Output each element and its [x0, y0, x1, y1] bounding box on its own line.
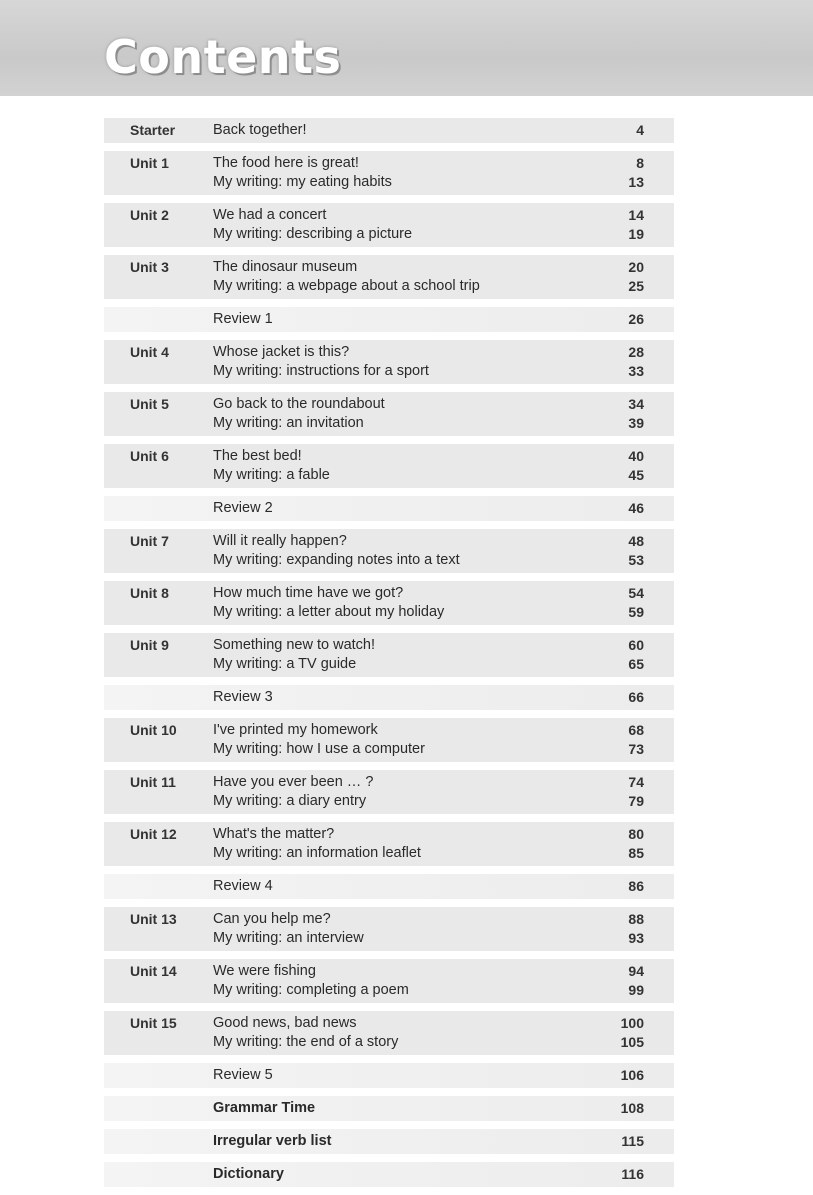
topic-title: The best bed!	[213, 448, 302, 464]
topic-title: My writing: a fable	[213, 467, 330, 483]
contents-line	[104, 603, 674, 622]
unit-label: Unit 6	[130, 448, 169, 464]
page-number: 105	[620, 1034, 644, 1050]
topic-title: My writing: an information leaflet	[213, 845, 421, 861]
unit-label: Unit 1	[130, 155, 169, 171]
unit-label: Unit 8	[130, 585, 169, 601]
topic-title: My writing: describing a picture	[213, 226, 413, 242]
page-number: 106	[620, 1067, 644, 1083]
topic-title: Whose jacket is this?	[213, 344, 350, 360]
contents-line	[104, 844, 674, 863]
unit-label: Unit 10	[130, 722, 177, 738]
contents-entry	[104, 1011, 674, 1055]
unit-label: Unit 12	[130, 826, 177, 842]
page-title: Contents	[104, 30, 342, 84]
page-number: 94	[628, 963, 644, 979]
contents-line	[104, 466, 674, 485]
contents-line	[104, 121, 674, 140]
topic-title: How much time have we got?	[213, 585, 404, 601]
contents-entry	[104, 255, 674, 299]
page-header	[0, 0, 813, 96]
topic-title: Review 2	[213, 500, 273, 516]
page-number: 79	[628, 793, 644, 809]
contents-line	[104, 206, 674, 225]
contents-list	[104, 118, 674, 1195]
contents-line	[104, 825, 674, 844]
page-number: 14	[628, 207, 644, 223]
page-number: 26	[628, 311, 644, 327]
page-number: 99	[628, 982, 644, 998]
unit-label: Starter	[130, 122, 176, 138]
topic-title: Good news, bad news	[213, 1015, 357, 1031]
topic-title: My writing: my eating habits	[213, 174, 392, 190]
contents-entry	[104, 1063, 674, 1088]
contents-line	[104, 225, 674, 244]
topic-title: Review 5	[213, 1067, 273, 1083]
topic-title: My writing: a webpage about a school trip	[213, 278, 480, 294]
topic-title: Go back to the roundabout	[213, 396, 385, 412]
unit-label: Unit 14	[130, 963, 177, 979]
contents-line	[104, 154, 674, 173]
contents-entry	[104, 770, 674, 814]
page-number: 46	[628, 500, 644, 516]
contents-line	[104, 792, 674, 811]
contents-entry	[104, 1162, 674, 1187]
contents-line	[104, 910, 674, 929]
contents-entry	[104, 1129, 674, 1154]
topic-title: My writing: a letter about my holiday	[213, 604, 445, 620]
topic-title: Back together!	[213, 122, 307, 138]
contents-line	[104, 877, 674, 896]
contents-line	[104, 636, 674, 655]
topic-title: Have you ever been … ?	[213, 774, 374, 790]
contents-line	[104, 740, 674, 759]
contents-line	[104, 447, 674, 466]
contents-entry	[104, 907, 674, 951]
topic-title: Dictionary	[213, 1166, 284, 1182]
unit-label: Unit 11	[130, 774, 176, 790]
contents-entry	[104, 633, 674, 677]
unit-label: Unit 15	[130, 1015, 177, 1031]
contents-line	[104, 929, 674, 948]
page-number: 93	[628, 930, 644, 946]
contents-line	[104, 1033, 674, 1052]
page-number: 39	[628, 415, 644, 431]
contents-line	[104, 688, 674, 707]
contents-entry	[104, 392, 674, 436]
page-number: 28	[628, 344, 644, 360]
topic-title: My writing: an invitation	[213, 415, 364, 431]
contents-line	[104, 310, 674, 329]
page-number: 48	[628, 533, 644, 549]
page-number: 53	[628, 552, 644, 568]
contents-entry	[104, 529, 674, 573]
contents-line	[104, 532, 674, 551]
page-number: 8	[636, 155, 644, 171]
page-number: 66	[628, 689, 644, 705]
unit-label: Unit 2	[130, 207, 169, 223]
page-number: 33	[628, 363, 644, 379]
topic-title: Review 4	[213, 878, 273, 894]
page-number: 59	[628, 604, 644, 620]
contents-line	[104, 1165, 674, 1184]
topic-title: Can you help me?	[213, 911, 331, 927]
unit-label: Unit 9	[130, 637, 169, 653]
contents-line	[104, 584, 674, 603]
topic-title: Irregular verb list	[213, 1133, 332, 1149]
contents-entry	[104, 1096, 674, 1121]
page-number: 19	[628, 226, 644, 242]
topic-title: My writing: instructions for a sport	[213, 363, 429, 379]
contents-line	[104, 551, 674, 570]
contents-line	[104, 362, 674, 381]
contents-line	[104, 1066, 674, 1085]
topic-title: My writing: how I use a computer	[213, 741, 425, 757]
contents-line	[104, 499, 674, 518]
contents-entry	[104, 118, 674, 143]
contents-entry	[104, 151, 674, 195]
contents-entry	[104, 307, 674, 332]
page-number: 40	[628, 448, 644, 464]
topic-title: We had a concert	[213, 207, 327, 223]
unit-label: Unit 3	[130, 259, 169, 275]
page-number: 85	[628, 845, 644, 861]
contents-line	[104, 395, 674, 414]
page-number: 100	[620, 1015, 644, 1031]
topic-title: Review 3	[213, 689, 273, 705]
page-number: 115	[621, 1133, 644, 1149]
topic-title: My writing: an interview	[213, 930, 364, 946]
page-number: 54	[628, 585, 644, 601]
topic-title: Review 1	[213, 311, 273, 327]
contents-line	[104, 173, 674, 192]
topic-title: I've printed my homework	[213, 722, 378, 738]
page-number: 45	[628, 467, 644, 483]
contents-entry	[104, 718, 674, 762]
unit-label: Unit 4	[130, 344, 169, 360]
topic-title: What's the matter?	[213, 826, 335, 842]
topic-title: The food here is great!	[213, 155, 359, 171]
contents-entry	[104, 581, 674, 625]
contents-line	[104, 962, 674, 981]
topic-title: My writing: a TV guide	[213, 656, 357, 672]
page-number: 20	[628, 259, 644, 275]
contents-entry	[104, 874, 674, 899]
page-number: 60	[628, 637, 644, 653]
contents-line	[104, 258, 674, 277]
page-number: 34	[628, 396, 644, 412]
topic-title: Will it really happen?	[213, 533, 347, 549]
contents-entry	[104, 340, 674, 384]
page-number: 4	[636, 122, 644, 138]
page-number: 116	[621, 1166, 644, 1182]
page-number: 25	[628, 278, 644, 294]
page-number: 68	[628, 722, 644, 738]
contents-entry	[104, 444, 674, 488]
page-number: 80	[628, 826, 644, 842]
topic-title: We were fishing	[213, 963, 316, 979]
contents-line	[104, 981, 674, 1000]
contents-line	[104, 1132, 674, 1151]
topic-title: My writing: the end of a story	[213, 1034, 399, 1050]
page-number: 86	[628, 878, 644, 894]
topic-title: My writing: expanding notes into a text	[213, 552, 460, 568]
contents-line	[104, 1099, 674, 1118]
page-number: 108	[620, 1100, 644, 1116]
contents-entry	[104, 496, 674, 521]
unit-label: Unit 5	[130, 396, 169, 412]
contents-line	[104, 773, 674, 792]
topic-title: My writing: a diary entry	[213, 793, 367, 809]
page-number: 73	[628, 741, 644, 757]
contents-line	[104, 1014, 674, 1033]
page-number: 74	[628, 774, 644, 790]
unit-label: Unit 13	[130, 911, 177, 927]
contents-line	[104, 277, 674, 296]
contents-line	[104, 655, 674, 674]
unit-label: Unit 7	[130, 533, 169, 549]
contents-line	[104, 414, 674, 433]
topic-title: My writing: completing a poem	[213, 982, 409, 998]
page-number: 13	[628, 174, 644, 190]
topic-title: The dinosaur museum	[213, 259, 358, 275]
contents-entry	[104, 685, 674, 710]
contents-line	[104, 721, 674, 740]
page-number: 88	[628, 911, 644, 927]
page-number: 65	[628, 656, 644, 672]
contents-entry	[104, 203, 674, 247]
contents-entry	[104, 822, 674, 866]
contents-line	[104, 343, 674, 362]
contents-entry	[104, 959, 674, 1003]
topic-title: Something new to watch!	[213, 637, 376, 653]
topic-title: Grammar Time	[213, 1100, 316, 1116]
